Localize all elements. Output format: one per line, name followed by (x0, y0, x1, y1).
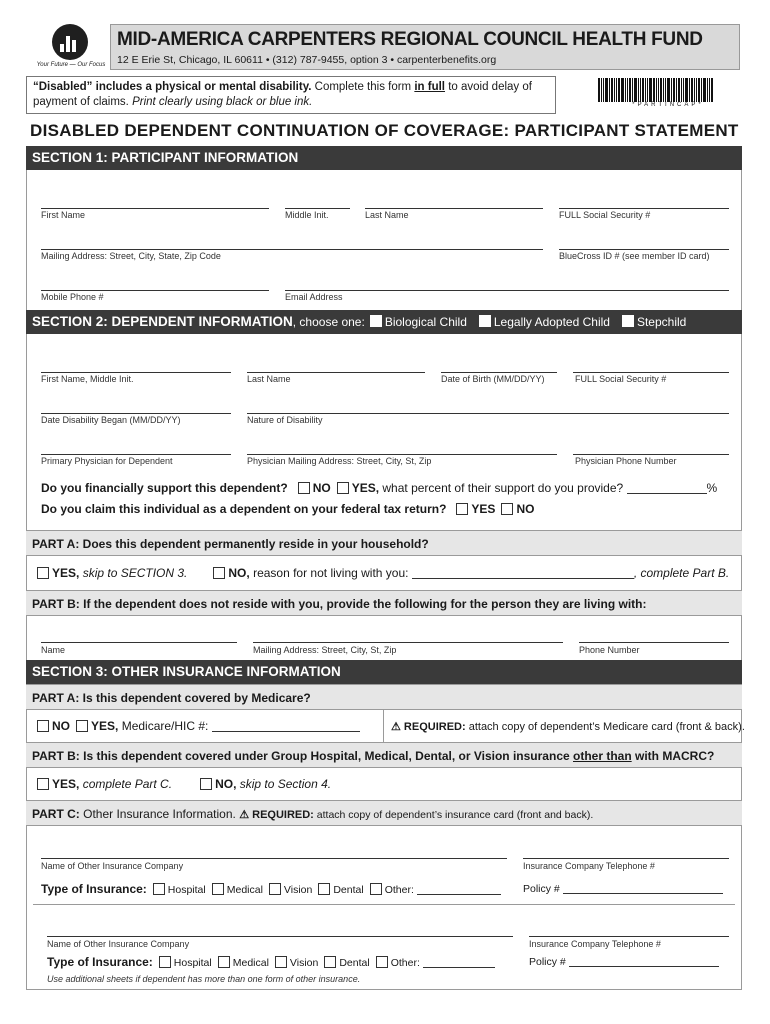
logo-tagline: Your Future — Our Focus (36, 62, 106, 68)
barcode-bar (696, 78, 697, 102)
s3-partB-label: PART B: (32, 749, 80, 763)
s3-partB-frame (26, 768, 742, 800)
s2-partB-header (26, 590, 742, 616)
other-coverage-no-checkbox[interactable] (200, 778, 212, 790)
other-coverage-answers (31, 777, 331, 791)
company1-medical-checkbox[interactable] (212, 883, 224, 895)
medicare-answers (31, 719, 360, 733)
logo-building-icon (60, 36, 80, 52)
company1-policy-field[interactable] (563, 893, 723, 894)
company2-other-field[interactable] (423, 967, 495, 968)
support-percent-text: what percent of their support do you provide? (379, 481, 624, 495)
s3-partA-question: Is this dependent covered by Medicare? (79, 691, 311, 705)
medicare-yes-checkbox[interactable] (76, 720, 88, 732)
dep-dob-label: Date of Birth (MM/DD/YY) (441, 374, 545, 384)
s3-partB-header (26, 742, 742, 768)
barcode-bar (616, 78, 617, 102)
physician-phone-field[interactable] (573, 454, 729, 455)
medicare-no-checkbox[interactable] (37, 720, 49, 732)
s3-partB-other-than: other than (573, 749, 632, 763)
ssn-field[interactable] (559, 208, 729, 209)
company1-type-label: Type of Insurance: (41, 882, 147, 896)
dep-first-middle-label: First Name, Middle Init. (41, 374, 134, 384)
barcode-bar (609, 78, 610, 102)
company2-other-label: Other: (390, 957, 420, 969)
barcode-bar (653, 78, 655, 102)
s3-partA-frame (26, 710, 745, 742)
header-box (110, 24, 740, 70)
company1-name-field[interactable] (41, 858, 507, 859)
company2-vision-label: Vision (289, 957, 319, 969)
barcode-icon (598, 78, 738, 102)
percent-sign: % (706, 481, 718, 495)
barcode-bar (691, 78, 693, 102)
s3-partC-required: ⚠ REQUIRED: (239, 809, 314, 821)
company1-name-label: Name of Other Insurance Company (41, 861, 184, 871)
barcode-bar (638, 78, 639, 102)
physician-label: Primary Physician for Dependent (41, 456, 173, 466)
bluecross-id-label: BlueCross ID # (see member ID card) (559, 251, 710, 261)
note-after: to avoid delay of payment of claims. (33, 81, 532, 108)
company2-name-field[interactable] (47, 936, 513, 937)
dep-last-name-field[interactable] (247, 372, 425, 373)
tax-question-text: Do you claim this individual as a dependent on your federal tax return? (41, 502, 447, 516)
barcode-bar (676, 78, 677, 102)
company2-phone-field[interactable] (529, 936, 729, 937)
other-coverage-no-label: NO, (215, 777, 237, 791)
company1-policy-label: Policy # (523, 883, 560, 895)
company2-policy-row (529, 956, 719, 968)
barcode-bar (629, 78, 631, 102)
tax-question (41, 502, 534, 516)
mailing-address-label: Mailing Address: Street, City, State, Zip Code (41, 251, 221, 261)
barcode-bar (678, 78, 680, 102)
company2-policy-label: Policy # (529, 956, 566, 968)
barcode (598, 78, 738, 110)
medicare-required-text: attach copy of dependent’s Medicare card (front & back). (465, 721, 745, 733)
first-name-label: First Name (41, 210, 86, 220)
adopted-child-label: Legally Adopted Child (493, 315, 610, 329)
company1-other-label: Other: (384, 884, 414, 896)
nature-disability-field[interactable] (247, 413, 729, 414)
tax-yes-checkbox[interactable] (456, 503, 468, 515)
company2-other-checkbox[interactable] (376, 956, 388, 968)
company1-dental-checkbox[interactable] (318, 883, 330, 895)
company1-medical-label: Medical (226, 884, 263, 896)
barcode-bar (709, 78, 710, 102)
guardian-name-label: Name (41, 645, 66, 655)
s3-partC-frame (26, 826, 742, 990)
company1-hospital-label: Hospital (167, 884, 206, 896)
support-question-text: Do you financially support this dependent? (41, 481, 288, 495)
section1-header (26, 146, 742, 170)
barcode-bar (673, 78, 675, 102)
s2-partB-label: PART B: (32, 597, 80, 611)
company2-vision-checkbox[interactable] (275, 956, 287, 968)
other-coverage-yes-label: YES, (52, 777, 80, 791)
barcode-bar (603, 78, 604, 102)
company2-medical-checkbox[interactable] (218, 956, 230, 968)
mailing-address-field[interactable] (41, 249, 543, 250)
section3-header (26, 660, 742, 684)
other-coverage-yes-text: complete Part C. (79, 777, 173, 791)
reside-yes-label: YES, (52, 566, 80, 580)
company2-medical-label: Medical (232, 957, 269, 969)
support-question (41, 481, 717, 495)
last-name-label: Last Name (365, 210, 409, 220)
s3-partB-end: with MACRC? (631, 749, 715, 763)
reside-yes-skip: skip to SECTION 3. (79, 566, 188, 580)
mobile-phone-label: Mobile Phone # (41, 292, 104, 302)
barcode-bar (685, 78, 688, 102)
support-no-checkbox[interactable] (298, 482, 310, 494)
other-coverage-no-text: skip to Section 4. (236, 777, 332, 791)
s2-partA-frame (26, 556, 742, 590)
section2-title: SECTION 2: DEPENDENT INFORMATION (32, 314, 293, 329)
other-coverage-yes-checkbox[interactable] (37, 778, 49, 790)
dep-ssn-label: FULL Social Security # (575, 374, 667, 384)
section1-title: SECTION 1: PARTICIPANT INFORMATION (32, 150, 299, 165)
dep-ssn-field[interactable] (573, 372, 729, 373)
first-name-field[interactable] (41, 208, 269, 209)
barcode-bar (660, 78, 662, 102)
company2-type-row (47, 955, 495, 969)
disability-began-label: Date Disability Began (MM/DD/YY) (41, 415, 181, 425)
company1-type-row (41, 882, 501, 896)
barcode-bar (611, 78, 613, 102)
barcode-bar (703, 78, 706, 102)
dep-first-middle-field[interactable] (41, 372, 231, 373)
barcode-bar (683, 78, 684, 102)
tax-yes-label: YES (471, 502, 496, 516)
insurance-block-divider (33, 904, 735, 905)
barcode-bar (665, 78, 666, 102)
additional-sheets-note: Use additional sheets if dependent has more than one form of other insurance. (47, 974, 361, 984)
ssn-label: FULL Social Security # (559, 210, 651, 220)
note-bold: “Disabled” includes a physical or mental disability. (33, 81, 312, 93)
guardian-address-field[interactable] (253, 642, 563, 643)
s2-partB-question: If the dependent does not reside with you, provide the following for the person they are living with: (79, 597, 647, 611)
dep-dob-field[interactable] (441, 372, 557, 373)
company1-other-checkbox[interactable] (370, 883, 382, 895)
email-label: Email Address (285, 292, 343, 302)
physician-address-label: Physician Mailing Address: Street, City, St, Zip (247, 456, 432, 466)
note-underline: in full (414, 81, 446, 93)
medicare-required (391, 720, 745, 733)
reside-reason-field[interactable] (412, 578, 634, 579)
s3-partA-label: PART A: (32, 691, 80, 705)
company2-type-label: Type of Insurance: (47, 955, 153, 969)
company2-phone-label: Insurance Company Telephone # (529, 939, 661, 949)
reside-no-label: NO, (228, 566, 250, 580)
section2-frame (26, 334, 742, 530)
middle-init-field[interactable] (285, 208, 350, 209)
physician-field[interactable] (41, 454, 231, 455)
disability-began-field[interactable] (41, 413, 231, 414)
section2-header (26, 310, 742, 334)
support-yes-checkbox[interactable] (337, 482, 349, 494)
medicare-no-label: NO (52, 719, 70, 733)
middle-init-label: Middle Init. (285, 210, 329, 220)
s2-partA-question: Does this dependent permanently reside in your household? (79, 537, 429, 551)
barcode-bar (667, 78, 670, 102)
last-name-field[interactable] (365, 208, 543, 209)
reside-no-checkbox[interactable] (213, 567, 225, 579)
barcode-text: *PARTINCAP* (632, 102, 704, 108)
section3-title: SECTION 3: OTHER INSURANCE INFORMATION (32, 664, 341, 679)
barcode-bar (634, 78, 637, 102)
tax-no-label: NO (516, 502, 535, 516)
support-percent-field[interactable] (627, 493, 707, 494)
barcode-bar (614, 78, 615, 102)
s3-partB-question: Is this dependent covered under Group Hospital, Medical, Dental, or Vision insurance (79, 749, 573, 763)
mobile-phone-field[interactable] (41, 290, 269, 291)
s3-partC-required-text: attach copy of dependent’s insurance card (front and back). (313, 809, 594, 821)
barcode-bar (658, 78, 659, 102)
barcode-bar (640, 78, 641, 102)
barcode-bar (598, 78, 600, 102)
stepchild-checkbox[interactable] (622, 315, 634, 327)
s3-partC-header (26, 800, 742, 826)
medicare-hic-label: Medicare/HIC #: (118, 719, 209, 733)
medicare-required-label: ⚠ REQUIRED: (391, 721, 466, 733)
reside-no-reason: reason for not living with you: (249, 566, 409, 580)
company2-hospital-checkbox[interactable] (159, 956, 171, 968)
barcode-bar (618, 78, 620, 102)
barcode-bar (647, 78, 648, 102)
company2-name-label: Name of Other Insurance Company (47, 939, 190, 949)
note-italic: Print clearly using black or blue ink. (132, 96, 313, 108)
guardian-address-label: Mailing Address: Street, City, St, Zip (253, 645, 397, 655)
company1-phone-field[interactable] (523, 858, 729, 859)
barcode-bar (698, 78, 700, 102)
medicare-yes-label: YES, (91, 719, 119, 733)
company2-dental-label: Dental (339, 957, 370, 969)
note-mid: Complete this form (311, 81, 415, 93)
barcode-bar (621, 78, 624, 102)
reside-complete-partB: , complete Part B. (633, 566, 730, 580)
company1-vision-checkbox[interactable] (269, 883, 281, 895)
barcode-bar (627, 78, 628, 102)
s2-partA-answers (31, 566, 729, 580)
barcode-bar (701, 78, 702, 102)
company2-hospital-label: Hospital (173, 957, 212, 969)
barcode-bar (689, 78, 690, 102)
barcode-bar (694, 78, 695, 102)
s3-partC-label: PART C: (32, 807, 80, 821)
support-yes-label: YES, (351, 481, 380, 495)
s2-partA-header (26, 530, 742, 556)
physician-address-field[interactable] (247, 454, 557, 455)
barcode-bar (649, 78, 652, 102)
company1-vision-label: Vision (283, 884, 313, 896)
barcode-bar (663, 78, 664, 102)
medicare-hic-field[interactable] (212, 731, 360, 732)
tax-no-checkbox[interactable] (501, 503, 513, 515)
barcode-bar (656, 78, 657, 102)
adopted-child-checkbox[interactable] (479, 315, 491, 327)
company1-hospital-checkbox[interactable] (153, 883, 165, 895)
barcode-bar (625, 78, 626, 102)
barcode-bar (605, 78, 608, 102)
biological-child-checkbox[interactable] (370, 315, 382, 327)
support-no-label: NO (312, 481, 331, 495)
section2-choose: , choose one: (292, 315, 365, 329)
biological-child-label: Biological Child (384, 315, 467, 329)
barcode-bar (681, 78, 682, 102)
company2-policy-field[interactable] (569, 966, 719, 967)
org-address: 12 E Erie St, Chicago, IL 60611 • (312) 787-9455, option 3 • carpenterbenefits.org (117, 54, 497, 66)
barcode-bar (645, 78, 646, 102)
barcode-bar (711, 78, 713, 102)
company2-dental-checkbox[interactable] (324, 956, 336, 968)
s3-partC-question: Other Insurance Information. (79, 807, 240, 821)
guardian-phone-label: Phone Number (579, 645, 640, 655)
form-title: DISABLED DEPENDENT CONTINUATION OF COVERAGE: PARTICIPANT STATEMENT (30, 121, 739, 140)
company1-other-field[interactable] (417, 894, 501, 895)
barcode-bar (671, 78, 672, 102)
company1-phone-label: Insurance Company Telephone # (523, 861, 655, 871)
guardian-phone-field[interactable] (579, 642, 729, 643)
company1-dental-label: Dental (333, 884, 364, 896)
stepchild-label: Stepchild (636, 315, 687, 329)
disabled-note (26, 76, 556, 114)
nature-disability-label: Nature of Disability (247, 415, 323, 425)
email-field[interactable] (285, 290, 729, 291)
org-title: MID-AMERICA CARPENTERS REGIONAL COUNCIL HEALTH FUND (117, 29, 703, 50)
physician-phone-label: Physician Phone Number (575, 456, 677, 466)
fund-logo (30, 24, 110, 74)
barcode-bar (632, 78, 633, 102)
barcode-bar (642, 78, 644, 102)
bluecross-id-field[interactable] (559, 249, 729, 250)
reside-yes-checkbox[interactable] (37, 567, 49, 579)
s2-partA-label: PART A: (32, 537, 80, 551)
s3-partA-header (26, 684, 742, 710)
section1-frame (26, 170, 742, 310)
medicare-divider (383, 710, 384, 742)
barcode-bar (601, 78, 602, 102)
s2-partB-frame (26, 616, 742, 660)
guardian-name-field[interactable] (41, 642, 237, 643)
company1-policy-row (523, 883, 723, 895)
barcode-bar (707, 78, 708, 102)
dep-last-name-label: Last Name (247, 374, 291, 384)
